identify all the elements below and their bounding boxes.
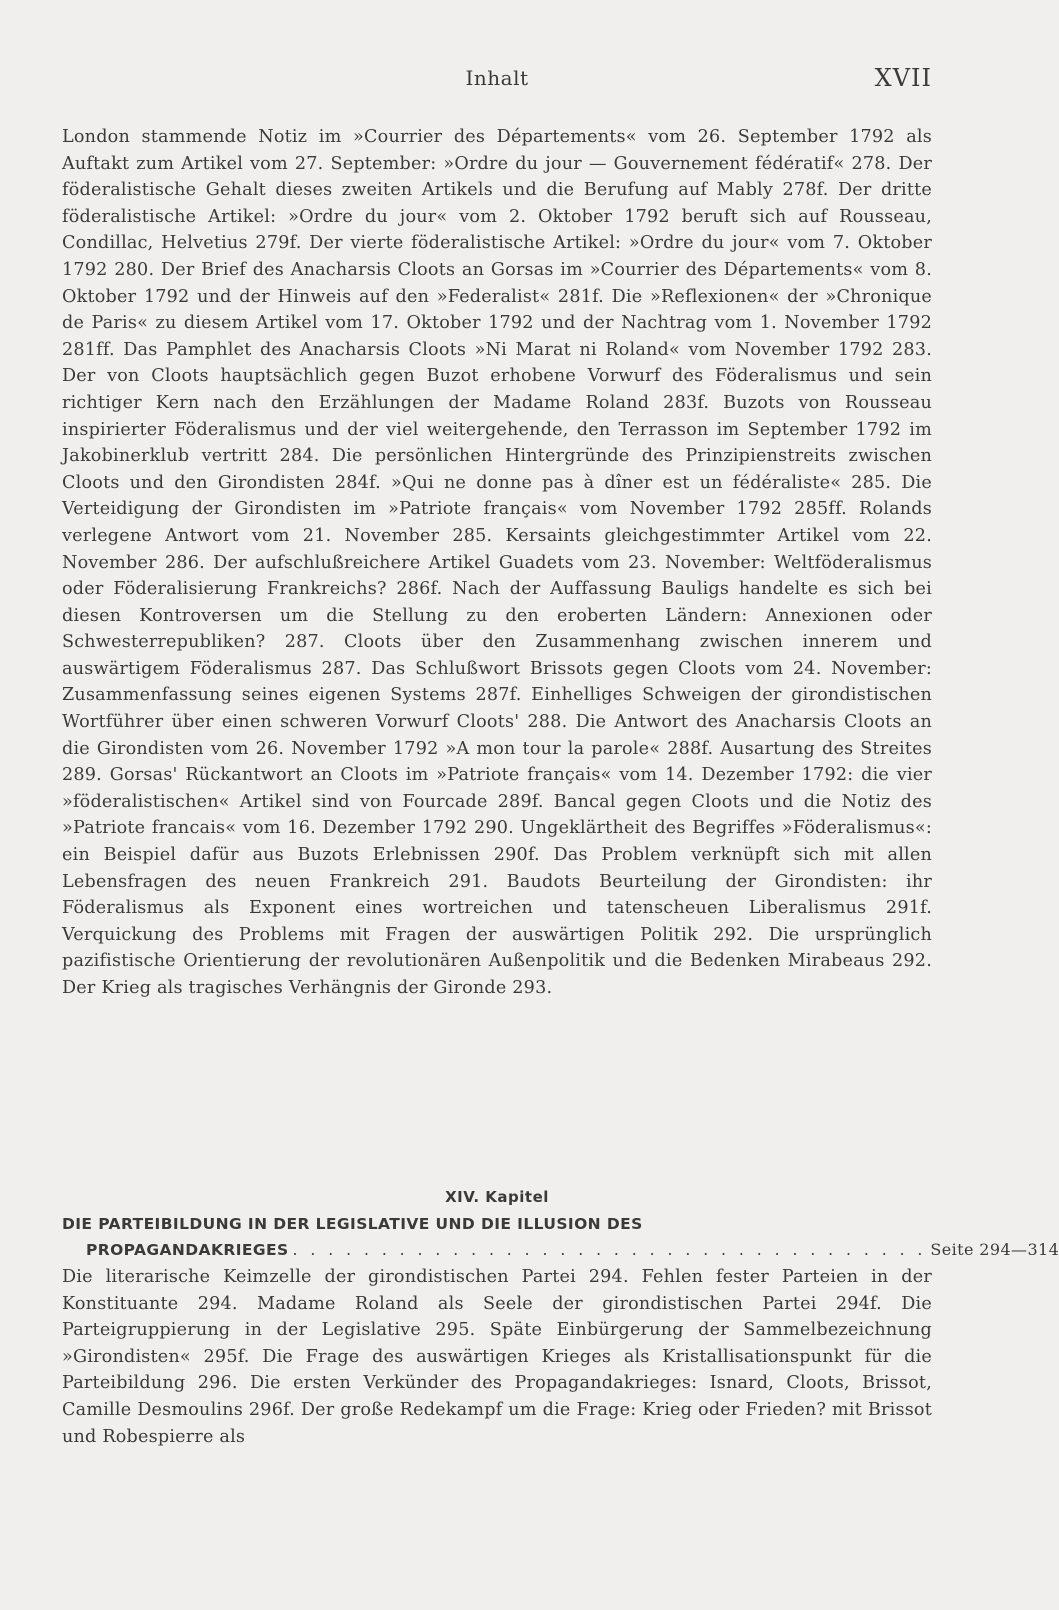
running-head [62, 64, 932, 94]
chapter-page-range: Seite 294—314 [930, 1240, 1059, 1259]
leader-dots: . . . . . . . . . . . . . . . . . . . . . . . . . . . . . . . . . . . . [292, 1241, 927, 1259]
running-head-title: Inhalt [465, 66, 529, 90]
chapter-title-line-2 [62, 1237, 1059, 1263]
chapter-heading [62, 1212, 1059, 1263]
chapter-label: XIV. Kapitel [445, 1188, 549, 1206]
book-page [62, 0, 1059, 1610]
chapter-title-line-1: DIE PARTEIBILDUNG IN DER LEGISLATIVE UND DIE ILLUSION DES [62, 1215, 643, 1233]
chapter-title-end: PROPAGANDAKRIEGES [86, 1241, 289, 1259]
toc-paragraph-continued: London stammende Notiz im »Courrier des Départements« vom 26. September 1792 als Auftakt zum Artikel vom 27. September: »Ordre du jour — Gouvernement fédératif« 278. Der föderalistische Gehalt dieses zweiten Artikels und die Berufung auf Mably 278f. Der dritte föderalistische Artikel: »Ordre du jour« vom 2. Oktober 1792 beruft sich auf Rousseau, Condillac, Helvetius 279f. Der vierte föderalistische Artikel: »Ordre du jour« vom 7. Oktober 1792 280. Der Brief des Anacharsis Cloots an Gorsas im »Courrier des Départements« vom 8. Oktober 1792 und der Hinweis auf den »Federalist« 281f. Die »Reflexionen« der »Chronique de Paris« zu diesem Artikel vom 17. Oktober 1792 und der Nachtrag vom 1. November 1792 281ff. Das Pamphlet des Anacharsis Cloots »Ni Marat ni Roland« vom November 1792 283. Der von Cloots hauptsächlich gegen Buzot erhobene Vorwurf des Föderalismus und sein richtiger Kern nach den Erzählungen der Madame Roland 283f. Buzots von Rousseau inspirierter Föderalismus und der viel weitergehende, den Terrasson im September 1792 im Jakobinerklub vertritt 284. Die persönlichen Hintergründe des Prinzipienstreits zwischen Cloots und den Girondisten 284f. »Qui ne donne pas à dîner est un fédéraliste« 285. Die Verteidigung der Girondisten im »Patriote français« vom November 1792 285ff. Rolands verlegene Antwort vom 21. November 285. Kersaints gleichgestimmter Artikel vom 22. November 286. Der aufschlußreichere Artikel Guadets vom 23. November: Weltföderalismus oder Föderalisierung Frankreichs? 286f. Nach der Auffassung Bauligs handelte es sich bei diesen Kontroversen um die Stellung zu den eroberten Ländern: Annexionen oder Schwesterrepubliken? 287. Cloots über den Zusammenhang zwischen innerem und auswärtigem Föderalismus 287. Das Schlußwort Brissots gegen Cloots vom 24. November: Zusammenfassung seines eigenen Systems 287f. Einhelliges Schweigen der girondistischen Wortführer über einen schweren Vorwurf Cloots' 288. Die Antwort des Anacharsis Cloots an die Girondisten vom 26. November 1792 »A mon tour la parole« 288f. Ausartung des Streites 289. Gorsas' Rückantwort an Cloots im »Patriote français« vom 14. Dezember 1792: die vier »föderalistischen« Artikel sind von Fourcade 289f. Bancal gegen Cloots und die Notiz des »Patriote francais« vom 16. Dezember 1792 290. Ungeklärtheit des Begriffes »Föderalismus«: ein Beispiel dafür aus Buzots Erlebnissen 290f. Das Problem verknüpft sich mit allen Lebensfragen des neuen Frankreich 291. Baudots Beurteilung der Girondisten: ihr Föderalismus als Exponent eines wortreichen und tatenscheuen Liberalismus 291f. Verquickung des Problems mit Fragen der auswärtigen Politik 292. Die ursprünglich pazifistische Orientierung der revolutionären Außenpolitik und die Bedenken Mirabeaus 292. Der Krieg als tragisches Verhängnis der Gironde 293. [62, 127, 932, 998]
toc-paragraph-chapter-xiv: Die literarische Keimzelle der girondistischen Partei 294. Fehlen fester Parteien in der Konstituante 294. Madame Roland als Seele der girondistischen Partei 294f. Die Parteigruppierung in der Legislative 295. Späte Einbürgerung der Sammelbezeichnung »Girondisten« 295f. Die Frage des auswärtigen Krieges als Kristallisationspunkt für die Parteibildung 296. Die ersten Verkünder des Propagandakrieges: Isnard, Cloots, Brissot, Camille Desmoulins 296f. Der große Redekampf um die Frage: Krieg oder Frieden? mit Brissot und Robespierre als [62, 1267, 932, 1447]
page-number: XVII [874, 64, 932, 92]
